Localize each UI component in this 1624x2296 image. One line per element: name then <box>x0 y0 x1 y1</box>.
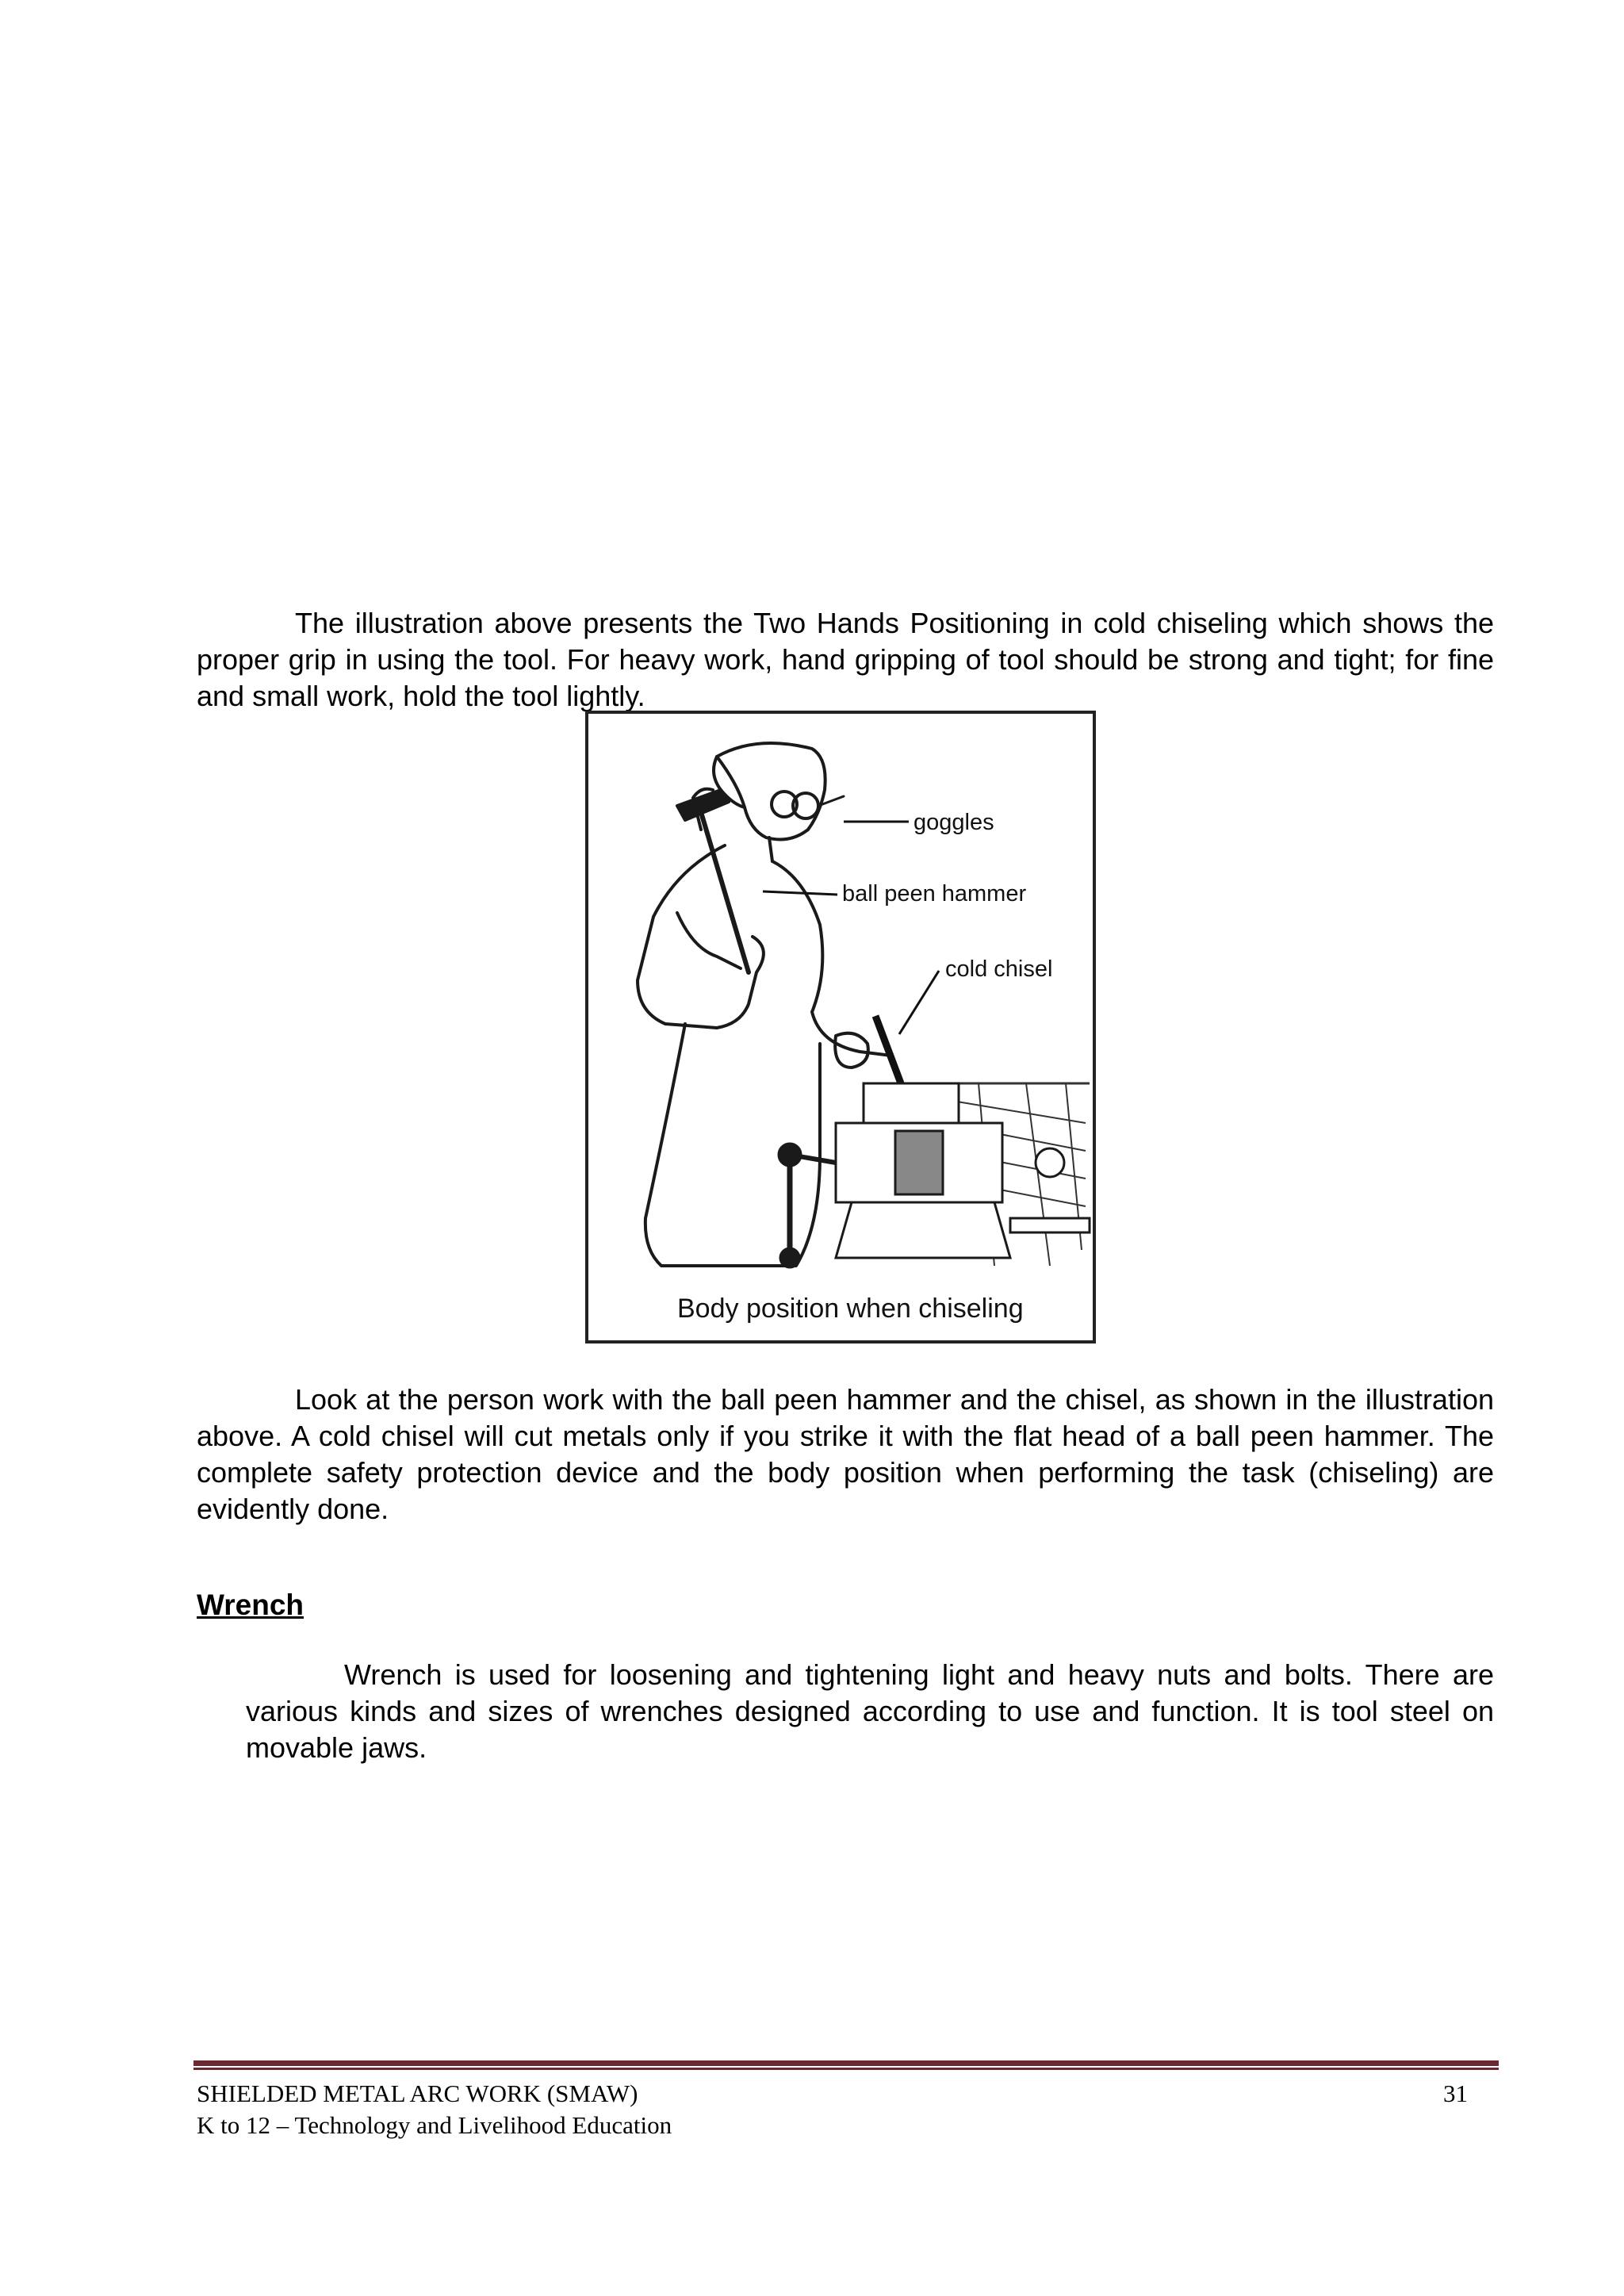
chiseling-illustration <box>582 711 1099 1347</box>
footer-course-title: SHIELDED METAL ARC WORK (SMAW) <box>197 2079 638 2107</box>
label-cold-chisel: cold chisel <box>945 956 1053 982</box>
paragraph-wrench: Wrench is used for loosening and tightening light and heavy nuts and bolts. There are various kinds and sizes of wrenches designed according to use and function. It is tool steel on movable jaws. <box>246 1658 1494 1764</box>
paragraph-hammer-and-chisel: Look at the person work with the ball peen hammer and the chisel, as shown in the illustration above. A cold chisel will cut metals only if you strike it with the flat head of a ball peen hammer. The complete safety protection device and the body position when performing the task (chiseling) are evidently done. <box>197 1383 1494 1525</box>
footer-program: K to 12 – Technology and Livelihood Education <box>197 2111 672 2139</box>
footer-rule-thick <box>193 2060 1499 2066</box>
paragraph-two-hands-positioning: The illustration above presents the Two Hands Positioning in cold chiseling which shows the proper grip in using the tool. For heavy work, hand gripping of tool should be strong and tight; for fine and small work, hold the tool lightly. <box>197 607 1494 712</box>
label-ball-peen-hammer: ball peen hammer <box>842 881 1027 907</box>
footer-rule-thin <box>193 2068 1499 2070</box>
figure-caption: Body position when chiseling <box>677 1294 1024 1324</box>
section-heading-wrench: Wrench <box>197 1589 304 1621</box>
page-number: 31 <box>1443 2079 1468 2107</box>
label-goggles: goggles <box>914 810 994 835</box>
